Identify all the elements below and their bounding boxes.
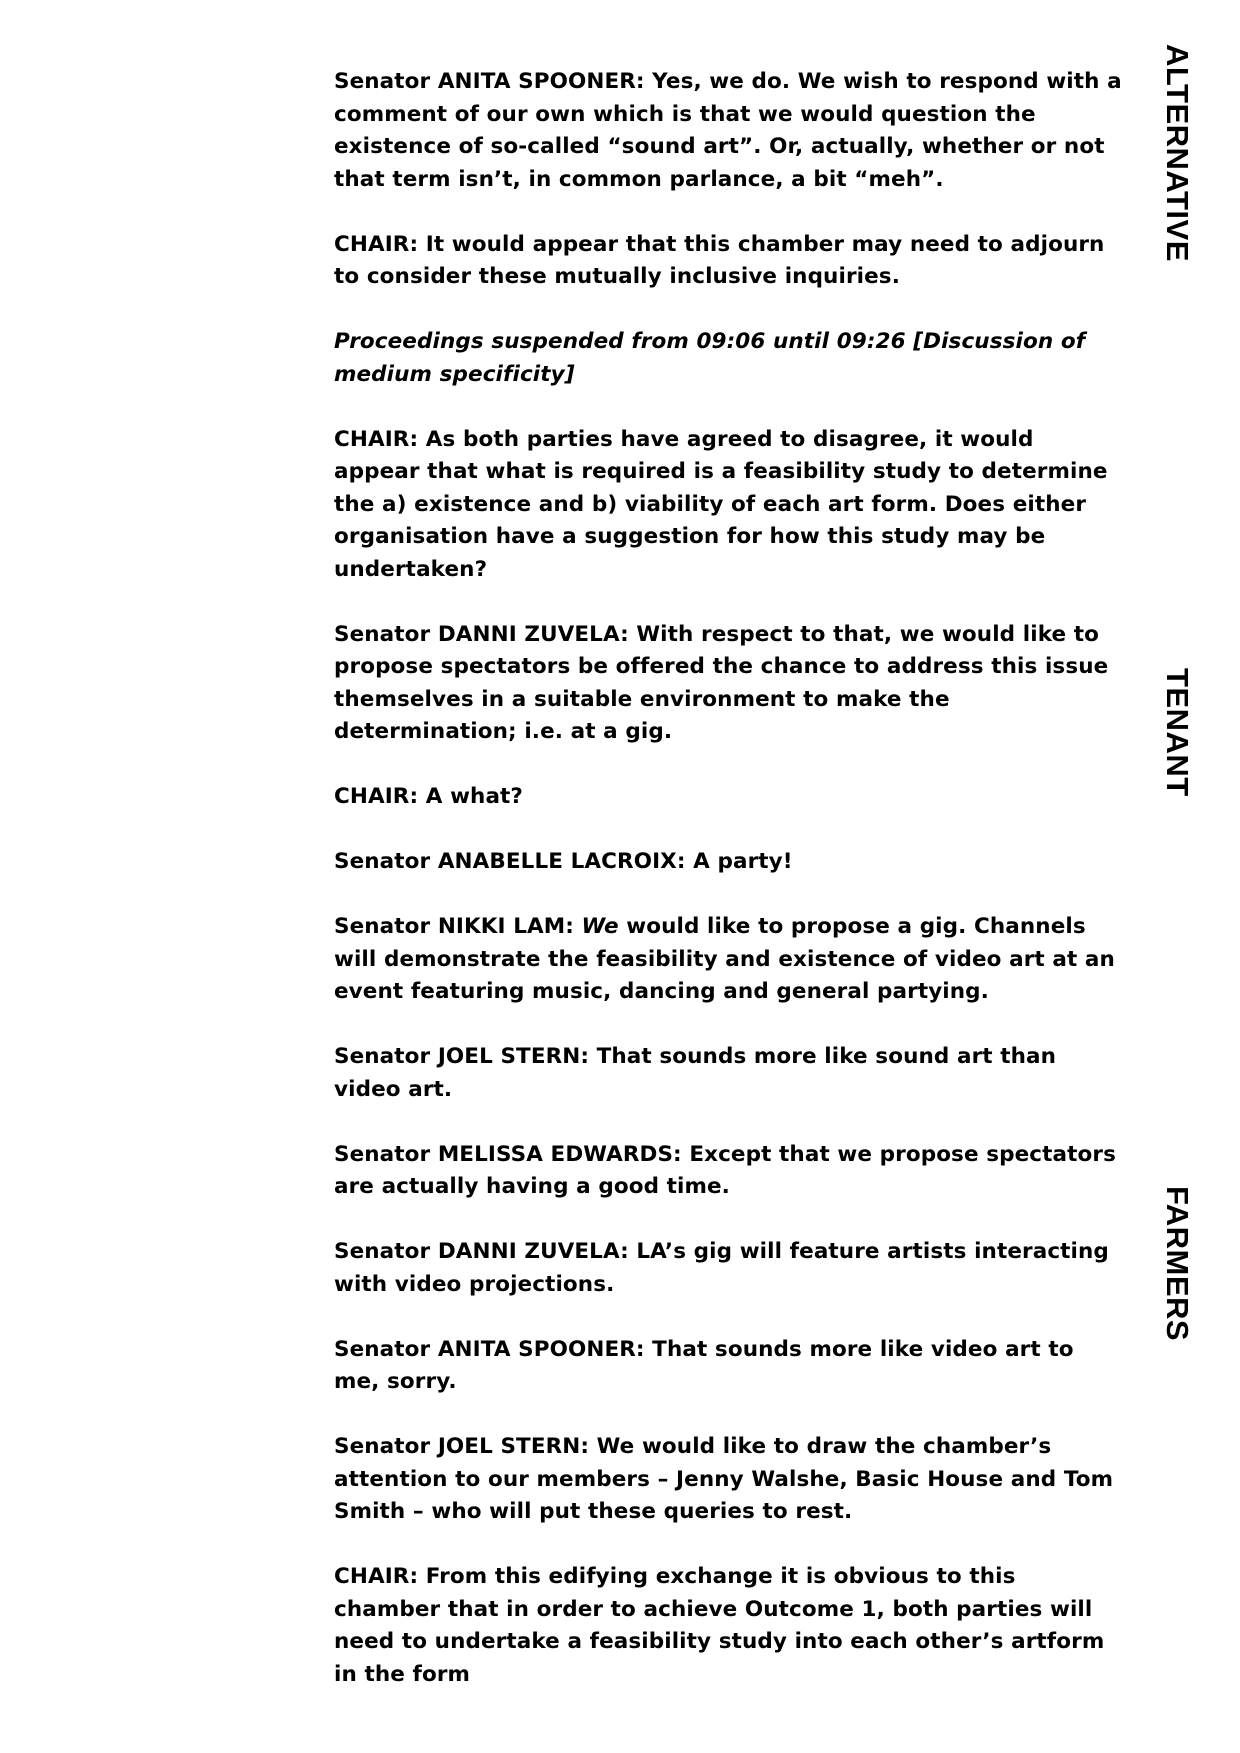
speech-anita-spooner-1: Senator ANITA SPOONER: Yes, we do. We wish to respond with a comment of our own which is that we would question the existence of so-called “sound art”. Or, actually, whether or not that term isn’t, in common parlance, a bit “meh”. [334, 69, 1122, 192]
side-label-farmers: FARMERS [1160, 1186, 1195, 1342]
speech-danni-zuvela-1: Senator DANNI ZUVELA: With respect to that, we would like to propose spectators be offered the chance to address this issue themselves in a suitable environment to make the determination; i.e. at a gig. [334, 621, 1109, 744]
speech-chair-4: CHAIR: From this edifying exchange it is obvious to this chamber that in order to achieve Outcome 1, both parties will need to undertake a feasibility study into each other’s artform in the form [334, 1564, 1105, 1687]
speech-anita-spooner-2: Senator ANITA SPOONER: That sounds more like video art to me, sorry. [334, 1336, 1074, 1394]
speech-nikki-lam [334, 911, 1124, 1009]
side-label-alternative: ALTERNATIVE [1160, 44, 1195, 262]
speaker-label: Senator NIKKI LAM: [334, 914, 574, 939]
speech-anabelle-lacroix: Senator ANABELLE LACROIX: A party! [334, 849, 793, 874]
speech-melissa-edwards: Senator MELISSA EDWARDS: Except that we propose spectators are actually having a good time. [334, 1141, 1116, 1199]
speech-chair-3: CHAIR: A what? [334, 784, 523, 809]
speech-chair-2: CHAIR: As both parties have agreed to disagree, it would appear that what is required is a feasibility study to determine the a) existence and b) viability of each art form. Does either organisation have a suggestion for how this study may be undertaken? [334, 426, 1108, 582]
speech-danni-zuvela-2: Senator DANNI ZUVELA: LA’s gig will feature artists interacting with video projections. [334, 1239, 1109, 1297]
side-label-tenant: TENANT [1160, 668, 1195, 797]
speech-chair-1: CHAIR: It would appear that this chamber may need to adjourn to consider these mutually inclusive inquiries. [334, 231, 1105, 289]
emphasis-word: We [581, 914, 619, 939]
speech-joel-stern-2: Senator JOEL STERN: We would like to draw the chamber’s attention to our members – Jenny Walshe, Basic House and Tom Smith – who will put these queries to rest. [334, 1434, 1114, 1524]
proceedings-note: Proceedings suspended from 09:06 until 09:26 [Discussion of medium specificity] [334, 329, 1086, 387]
speech-text: would like to propose a gig. Channels will demonstrate the feasibility and existence of video art at an event featuring music, dancing and general partying. [334, 914, 1115, 1004]
transcript-body [334, 66, 1124, 1724]
speech-joel-stern-1: Senator JOEL STERN: That sounds more like sound art than video art. [334, 1044, 1057, 1102]
